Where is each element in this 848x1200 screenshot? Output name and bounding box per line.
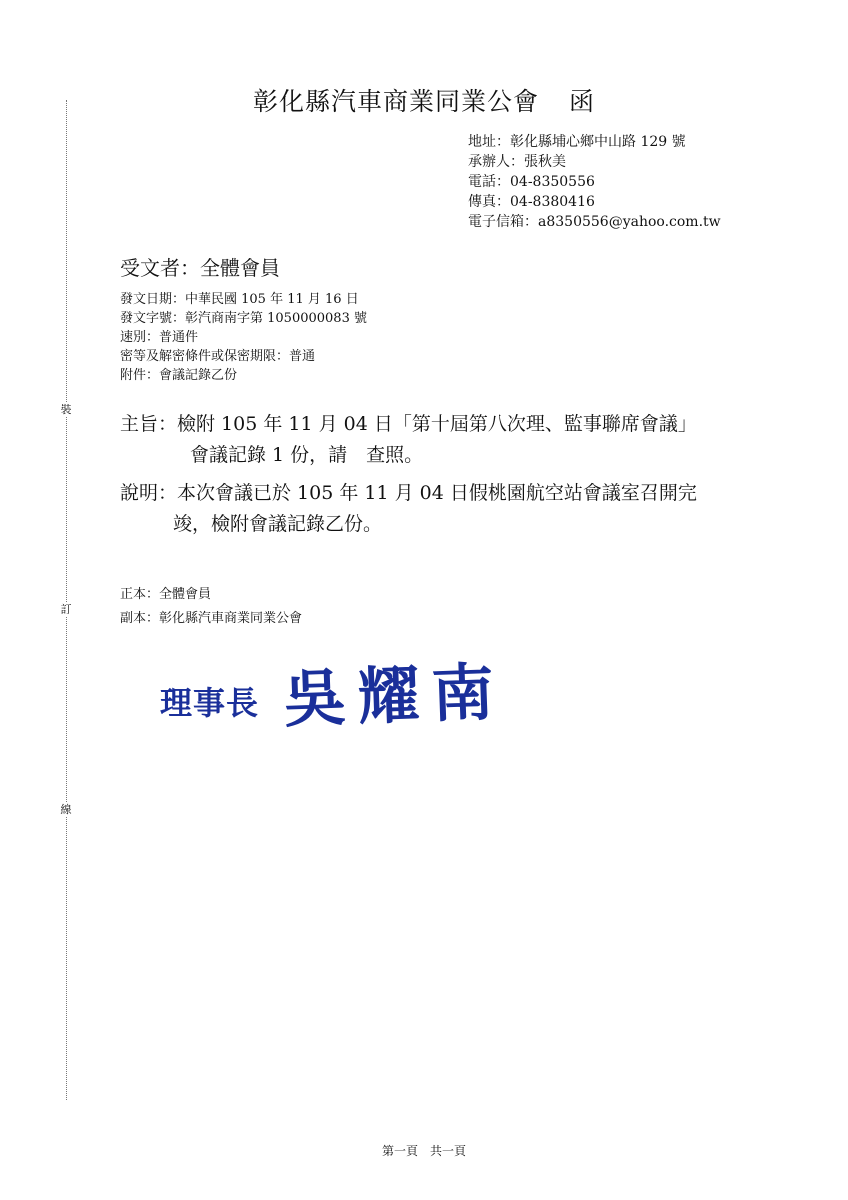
subject-line-2: 會議記錄 1 份，請 查照。 bbox=[190, 444, 424, 466]
signature-stamp bbox=[160, 650, 560, 745]
meta-block bbox=[120, 290, 367, 385]
subject-line-1: 主旨：檢附 105 年 11 月 04 日「第十屆第八次理、監事聯席會議」 bbox=[120, 413, 697, 435]
contact-handler: 承辦人：張秋美 bbox=[468, 154, 566, 170]
contact-fax: 傳真：04-8380416 bbox=[468, 194, 595, 210]
binding-line bbox=[66, 100, 67, 1100]
speed-class: 速別：普通件 bbox=[120, 330, 199, 345]
explanation-line-2: 竣，檢附會議記錄乙份。 bbox=[173, 513, 383, 535]
attachment: 附件：會議記錄乙份 bbox=[120, 368, 238, 383]
explanation-line-1: 說明：本次會議已於 105 年 11 月 04 日假桃園航空站會議室召開完 bbox=[120, 482, 697, 504]
secrecy-level: 密等及解密條件或保密期限：普通 bbox=[120, 349, 316, 364]
document-title bbox=[0, 82, 848, 118]
signature-title: 理事長 bbox=[160, 684, 260, 722]
document-type: 函 bbox=[569, 87, 596, 116]
contact-phone: 電話：04-8350556 bbox=[468, 174, 595, 190]
contact-email: 電子信箱：a8350556@yahoo.com.tw bbox=[468, 214, 721, 230]
org-name: 彰化縣汽車商業同業公會 bbox=[252, 87, 539, 116]
binding-mark-xian: 線 bbox=[58, 803, 74, 817]
distribution-main: 正本：全體會員 bbox=[120, 587, 212, 602]
distribution-copy: 副本：彰化縣汽車商業同業公會 bbox=[120, 611, 303, 626]
distribution-block bbox=[120, 583, 302, 631]
signature-name: 吳耀南 bbox=[282, 655, 507, 736]
binding-mark-ding: 訂 bbox=[58, 603, 74, 617]
recipient: 受文者：全體會員 bbox=[120, 256, 280, 280]
binding-mark-zhuang: 裝 bbox=[58, 403, 74, 417]
contact-address: 地址：彰化縣埔心鄉中山路 129 號 bbox=[468, 134, 686, 150]
page-footer: 第一頁 共一頁 bbox=[381, 1144, 466, 1158]
issue-date: 發文日期：中華民國 105 年 11 月 16 日 bbox=[120, 292, 359, 307]
contact-block bbox=[468, 132, 721, 232]
issue-number: 發文字號：彰汽商南字第 1050000083 號 bbox=[120, 311, 367, 326]
